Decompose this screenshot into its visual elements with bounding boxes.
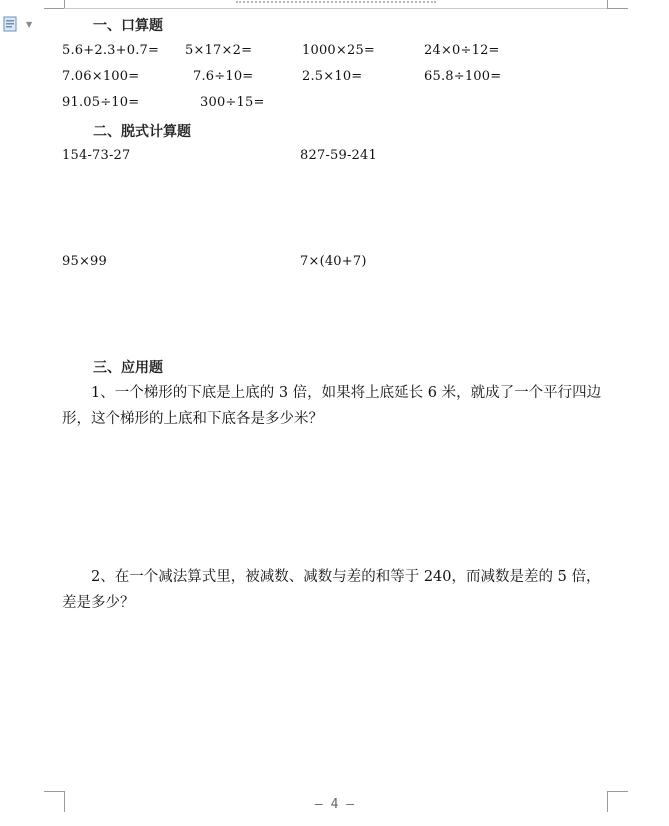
oral-problem: 5.6+2.3+0.7= <box>62 43 160 58</box>
section-three-title: 三、应用题 <box>93 360 163 376</box>
calc-problem: 154-73-27 <box>62 148 131 163</box>
oral-problem: 1000×25= <box>302 43 376 58</box>
oral-problem: 300÷15= <box>200 95 265 110</box>
section-one-title: 一、口算题 <box>93 18 163 34</box>
oral-problem: 2.5×10= <box>302 69 363 84</box>
oral-problem: 24×0÷12= <box>424 43 500 58</box>
word-problem-1-text: 1、一个梯形的下底是上底的 3 倍，如果将上底延长 6 米，就成了一个平行四边形，这个梯形的上底和下底各是多少米？ <box>62 385 602 427</box>
document-list-icon[interactable] <box>3 16 19 32</box>
oral-problem: 91.05÷10= <box>62 95 140 110</box>
oral-problem: 7.6÷10= <box>193 69 254 84</box>
page-number: — 4 — <box>314 797 355 812</box>
page-corner-top-left <box>44 0 65 9</box>
calc-problem: 95×99 <box>62 254 107 269</box>
word-problem-2-text: 2、在一个减法算式里，被减数、减数与差的和等于 240，而减数是差的 5 倍，差是多少？ <box>62 569 601 611</box>
oral-problem: 5×17×2= <box>185 43 253 58</box>
calc-problem: 827-59-241 <box>300 148 377 163</box>
dropdown-caret-icon[interactable]: ▼ <box>26 20 33 29</box>
section-two-title: 二、脱式计算题 <box>93 124 191 140</box>
oral-problem: 65.8÷100= <box>424 69 502 84</box>
page-corner-top-right <box>607 0 628 9</box>
word-problem-2 <box>62 564 607 616</box>
oral-problem: 7.06×100= <box>62 69 140 84</box>
word-problem-1 <box>62 380 607 432</box>
page-top-edge <box>64 0 607 9</box>
calc-problem: 7×(40+7) <box>300 254 367 269</box>
